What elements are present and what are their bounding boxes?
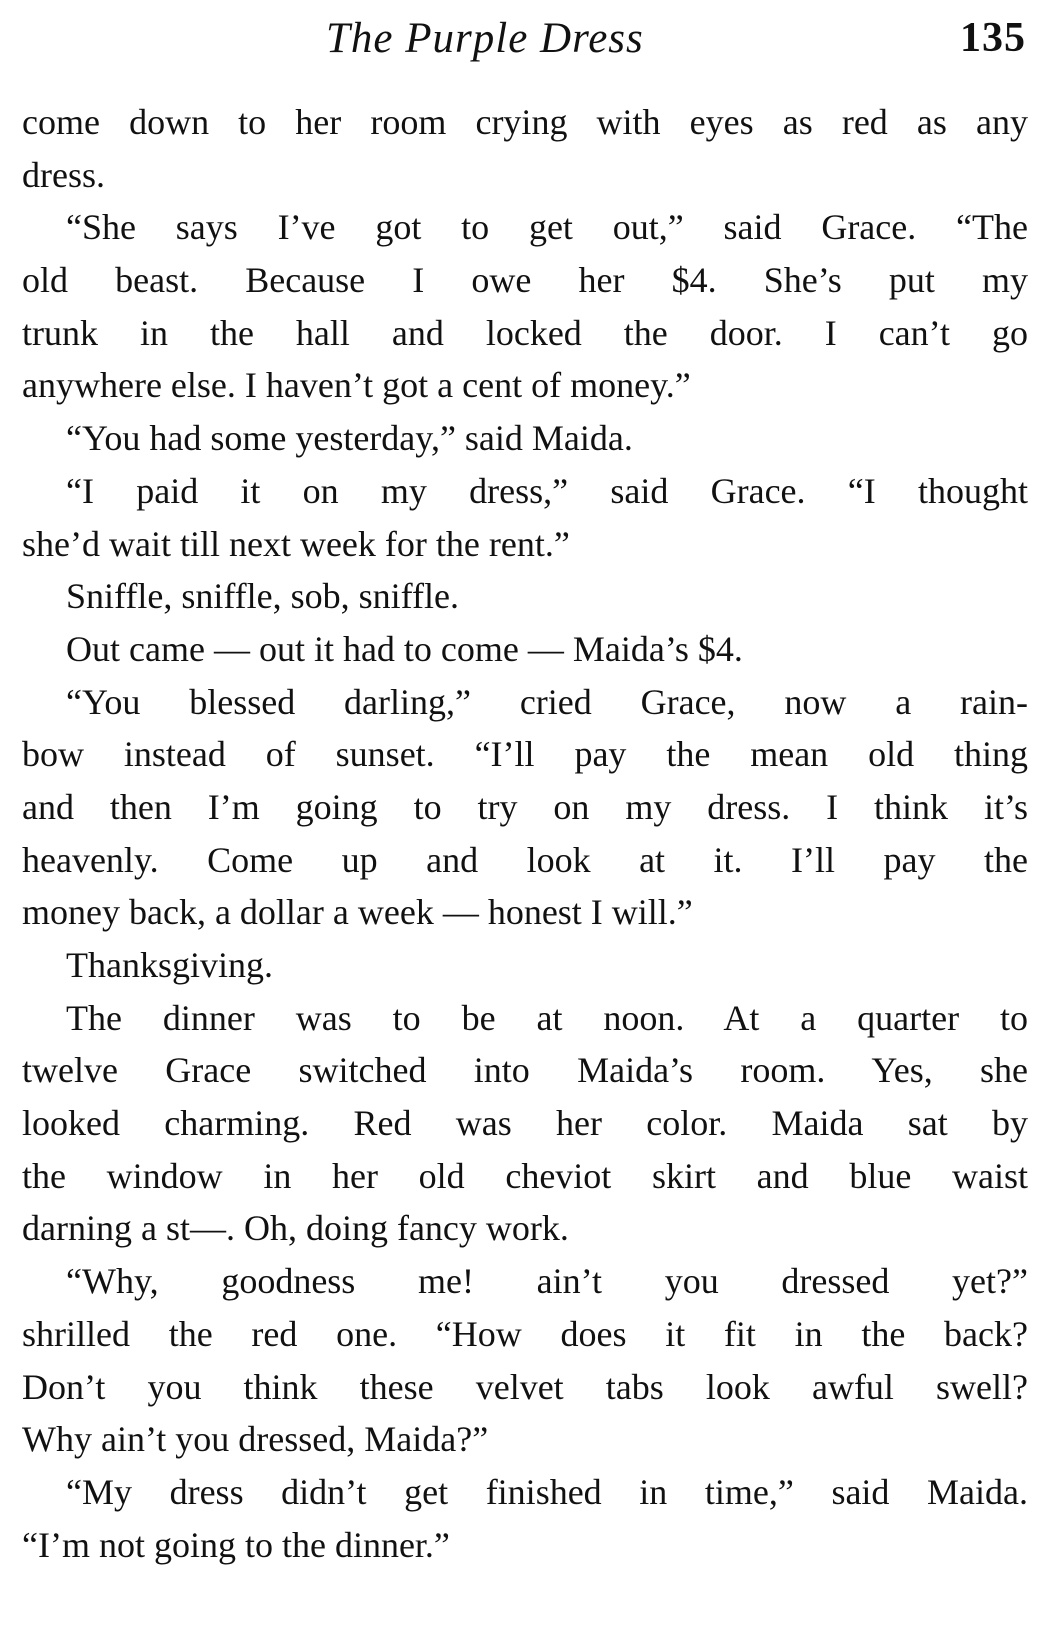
page-number: 135 [960, 15, 1026, 61]
text-line: Thanksgiving. [66, 945, 273, 985]
text-line: she’d wait till next week for the rent.” [22, 523, 570, 564]
text-line: bow instead of sunset. “I’ll pay the mean old thing [22, 734, 1028, 775]
text-line: the window in her old cheviot skirt and blue waist [22, 1155, 1028, 1196]
text-line: “My dress didn’t get finished in time,” said Maida. [66, 1471, 1028, 1512]
text-line: come down to her room crying with eyes as red as any [22, 102, 1028, 142]
text-line: trunk in the hall and locked the door. I can’t go [22, 312, 1028, 353]
text-line: shrilled the red one. “How does it fit in the back? [22, 1313, 1028, 1354]
text-line: “You had some yesterday,” said Maida. [66, 418, 633, 459]
text-line: dress. [22, 154, 105, 195]
text-line: looked charming. Red was her color. Maida sat by [22, 1103, 1028, 1144]
text-line: “Why, goodness me! ain’t you dressed yet?” [66, 1261, 1028, 1302]
text-line: Sniffle, sniffle, sob, sniffle. [66, 576, 459, 617]
text-line: Why ain’t you dressed, Maida?” [22, 1419, 489, 1460]
text-line: twelve Grace switched into Maida’s room. Yes, she [22, 1050, 1028, 1091]
running-title: The Purple Dress [326, 15, 644, 62]
text-line: Don’t you think these velvet tabs look awful swell? [22, 1366, 1028, 1407]
text-line: Out came — out it had to come — Maida’s $4. [66, 628, 743, 669]
text-line: The dinner was to be at noon. At a quarter to [66, 997, 1028, 1038]
text-line: anywhere else. I haven’t got a cent of money.” [22, 365, 691, 406]
text-body [22, 96, 1028, 1571]
text-line: “You blessed darling,” cried Grace, now a rain- [66, 681, 1028, 722]
text-line: “She says I’ve got to get out,” said Grace. “The [66, 207, 1028, 248]
running-head [22, 14, 1026, 74]
text-line: heavenly. Come up and look at it. I’ll pay the [22, 839, 1028, 880]
text-line: darning a st—. Oh, doing fancy work. [22, 1208, 569, 1249]
text-line: and then I’m going to try on my dress. I think it’s [22, 786, 1028, 827]
text-line: money back, a dollar a week — honest I will.” [22, 892, 693, 933]
text-line: “I’m not going to the dinner.” [22, 1524, 450, 1565]
text-line: “I paid it on my dress,” said Grace. “I thought [66, 470, 1028, 511]
text-line: old beast. Because I owe her $4. She’s put my [22, 260, 1028, 301]
